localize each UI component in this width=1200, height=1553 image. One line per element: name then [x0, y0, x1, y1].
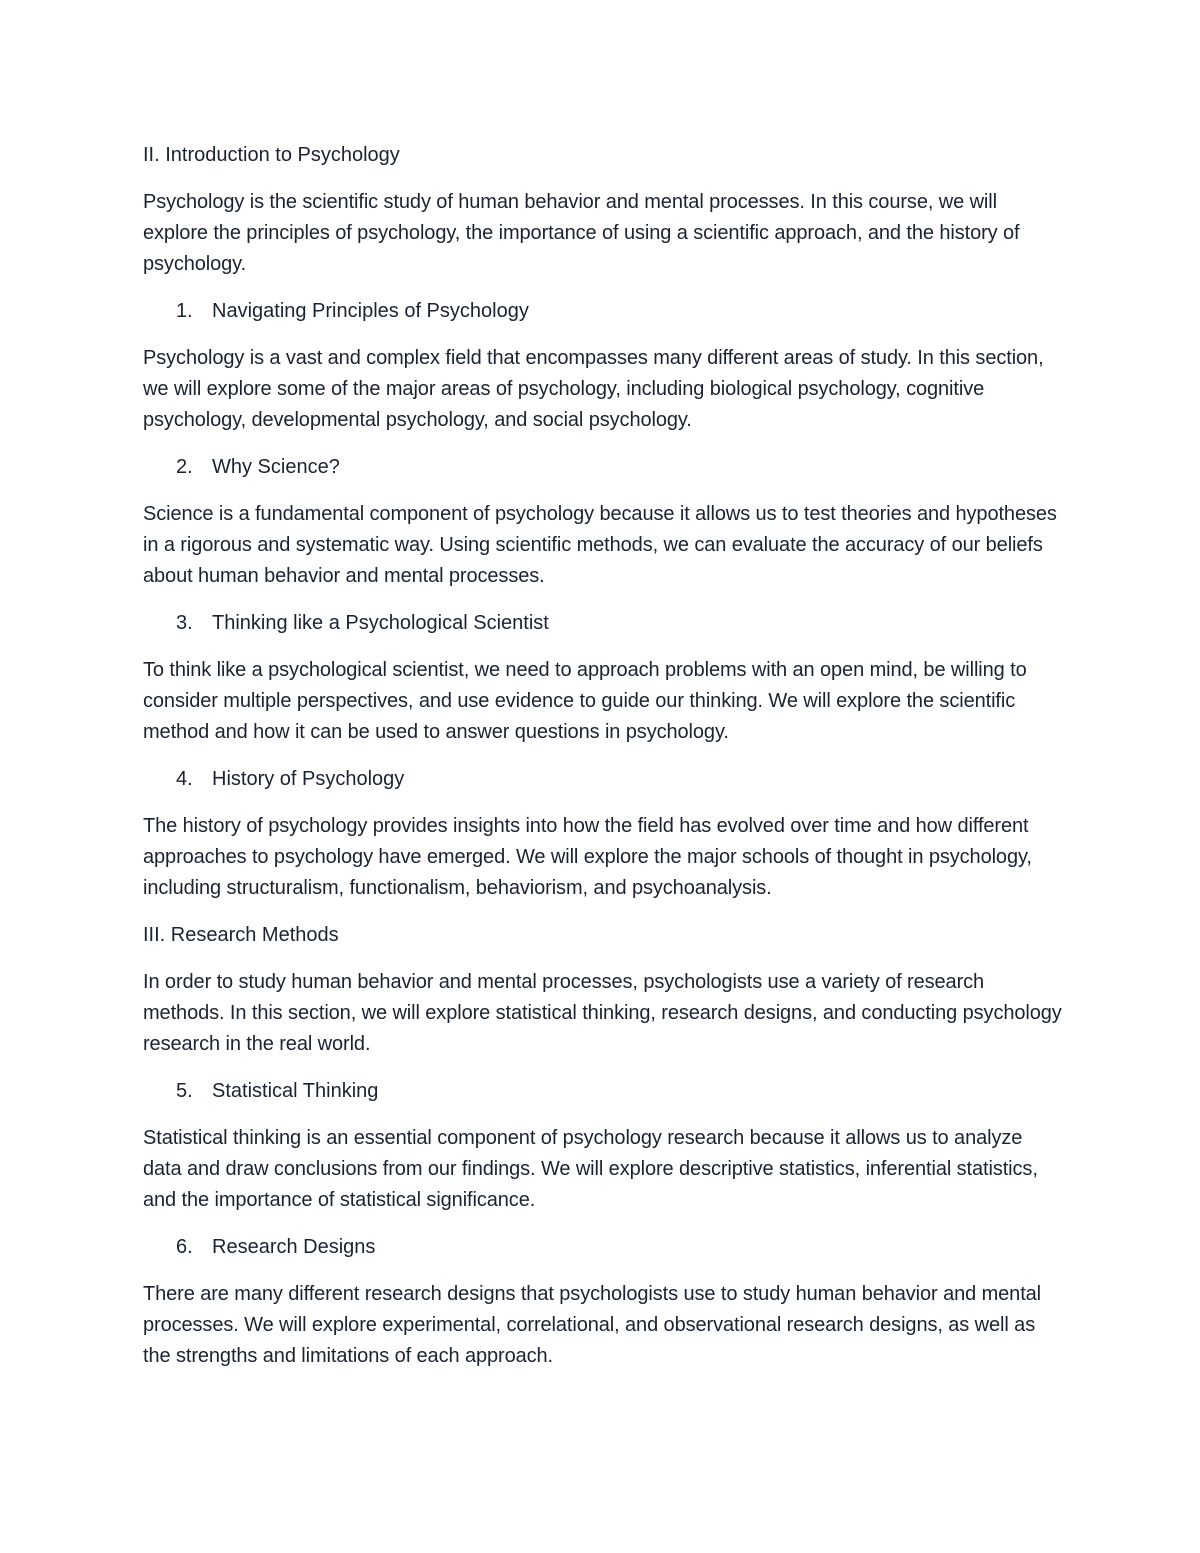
list-item-number: 5.: [176, 1080, 193, 1102]
section-iii-heading: III. Research Methods: [143, 924, 339, 946]
list-item-number: 2.: [176, 456, 193, 478]
list-item-number: 1.: [176, 300, 193, 322]
list-item-number: 3.: [176, 612, 193, 634]
list-item-6-body: There are many different research designs that psychologists use to study human behavior and mental processes. We will explore experimental, correlational, and observational research designs, as well as the strengths and limitations of each approach.: [143, 1283, 1042, 1367]
list-item-title: Navigating Principles of Psychology: [212, 300, 529, 322]
list-item-3-body: To think like a psychological scientist, we need to approach problems with an open mind, be willing to consider multiple perspectives, and use evidence to guide our thinking. We will explore the scientific method and how it can be used to answer questions in psychology.: [143, 659, 1027, 743]
list-item-title: History of Psychology: [212, 768, 405, 790]
section-ii-intro: Psychology is the scientific study of human behavior and mental processes. In this course, we will explore the principles of psychology, the importance of using a scientific approach, and the history of psychology.: [143, 191, 1020, 275]
list-item-title: Thinking like a Psychological Scientist: [212, 612, 549, 634]
list-item-number: 4.: [176, 768, 193, 790]
list-item-1: [143, 296, 1063, 327]
list-item-5-body: Statistical thinking is an essential component of psychology research because it allows us to analyze data and draw conclusions from our findings. We will explore descriptive statistics, inferential statistics, and the importance of statistical significance.: [143, 1127, 1038, 1211]
list-item-5: [143, 1076, 1063, 1107]
section-iii-intro: In order to study human behavior and mental processes, psychologists use a variety of research methods. In this section, we will explore statistical thinking, research designs, and conducting psychology research in the real world.: [143, 971, 1062, 1055]
section-ii-heading: II. Introduction to Psychology: [143, 144, 400, 166]
list-item-2: [143, 452, 1063, 483]
list-item-title: Research Designs: [212, 1236, 376, 1258]
list-item-6: [143, 1232, 1063, 1263]
list-item-number: 6.: [176, 1236, 193, 1258]
list-item-3: [143, 608, 1063, 639]
list-item-title: Statistical Thinking: [212, 1080, 379, 1102]
list-item-title: Why Science?: [212, 456, 340, 478]
document-page: [143, 140, 1063, 1388]
list-item-4: [143, 764, 1063, 795]
list-item-2-body: Science is a fundamental component of psychology because it allows us to test theories and hypotheses in a rigorous and systematic way. Using scientific methods, we can evaluate the accuracy of our beliefs about human behavior and mental processes.: [143, 503, 1057, 587]
list-item-4-body: The history of psychology provides insights into how the field has evolved over time and how different approaches to psychology have emerged. We will explore the major schools of thought in psychology, including structuralism, functionalism, behaviorism, and psychoanalysis.: [143, 815, 1032, 899]
list-item-1-body: Psychology is a vast and complex field that encompasses many different areas of study. In this section, we will explore some of the major areas of psychology, including biological psychology, cognitive psychology, developmental psychology, and social psychology.: [143, 347, 1044, 431]
